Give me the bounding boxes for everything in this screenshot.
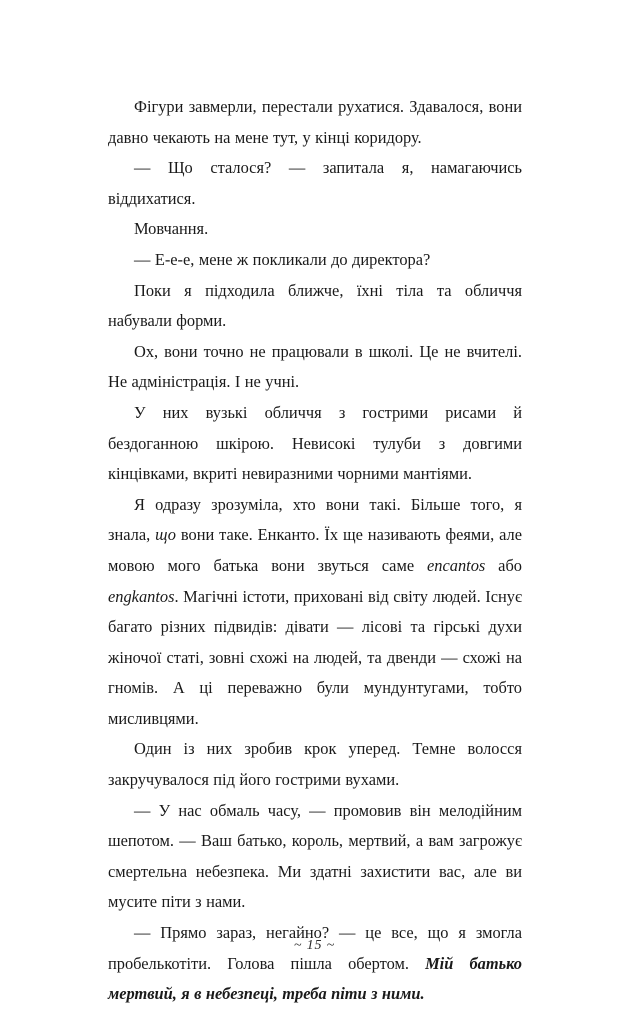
paragraph-text-segment: або <box>485 555 522 575</box>
emphasis-term: engkantos <box>108 586 175 606</box>
paragraph-text-segment: — Прямо зараз, негайно? — це все, що я змогла пробелькотіти. Голова пішла обертом. <box>108 923 522 973</box>
paragraph: — У нас обмаль часу, — промовив він мелодійним шепотом. — Ваш батько, король, мертвий, а вам загрожує смертельна небезпека. Ми здатні захистити вас, але ви мусите піти з нами. <box>108 800 522 912</box>
paragraph: Один із них зробив крок уперед. Темне волосся закручувалося під його гострими вухами. <box>108 739 522 790</box>
page-number: ~ 15 ~ <box>293 938 336 953</box>
emphasis-term: encantos <box>427 555 486 575</box>
paragraph: Поки я підходила ближче, їхні тіла та обличчя набували форми. <box>108 280 522 331</box>
paragraph-text-segment: . Магічні істоти, приховані від світу людей. Існує багато різних підвидів: дівати — лісові та гірські духи жіночої статі, зовні схожі на людей, та двенди — схожі на гномів. А ці переважно були мундунтугами, тобто мисливцями. <box>108 586 522 728</box>
emphasis-word: що <box>155 525 176 545</box>
paragraph: У них вузькі обличчя з гострими рисами й бездоганною шкірою. Невисокі тулуби з довгими кінцівками, вкриті невиразними чорними мантіями. <box>108 402 522 484</box>
paragraph: Мовчання. <box>134 219 209 239</box>
body-text-column <box>108 92 522 1010</box>
paragraph: Фігури завмерли, перестали рухатися. Здавалося, вони давно чекають на мене тут, у кінці коридору. <box>108 97 522 147</box>
paragraph-text-segment: вони таке. Енканто. Їх ще називають феями, але мовою мого батька вони звуться саме <box>108 525 522 575</box>
paragraph: — Що сталося? — запитала я, намагаючись віддихатися. <box>108 158 522 208</box>
paragraph: — Е-е-е, мене ж покликали до директора? <box>134 249 431 269</box>
paragraph-text-segment: Я одразу зрозуміла, хто вони такі. Більше того, я знала, <box>108 494 522 545</box>
paragraph: Ох, вони точно не працювали в школі. Це не вчителі. Не адміністрація. І не учні. <box>108 341 522 392</box>
inner-thought-emphasis: Мій батько мертвий, я в небезпеці, треба піти з ними. <box>108 953 522 1004</box>
paragraph-with-bold-italics <box>108 918 522 1010</box>
paragraph-with-italics <box>108 490 522 735</box>
